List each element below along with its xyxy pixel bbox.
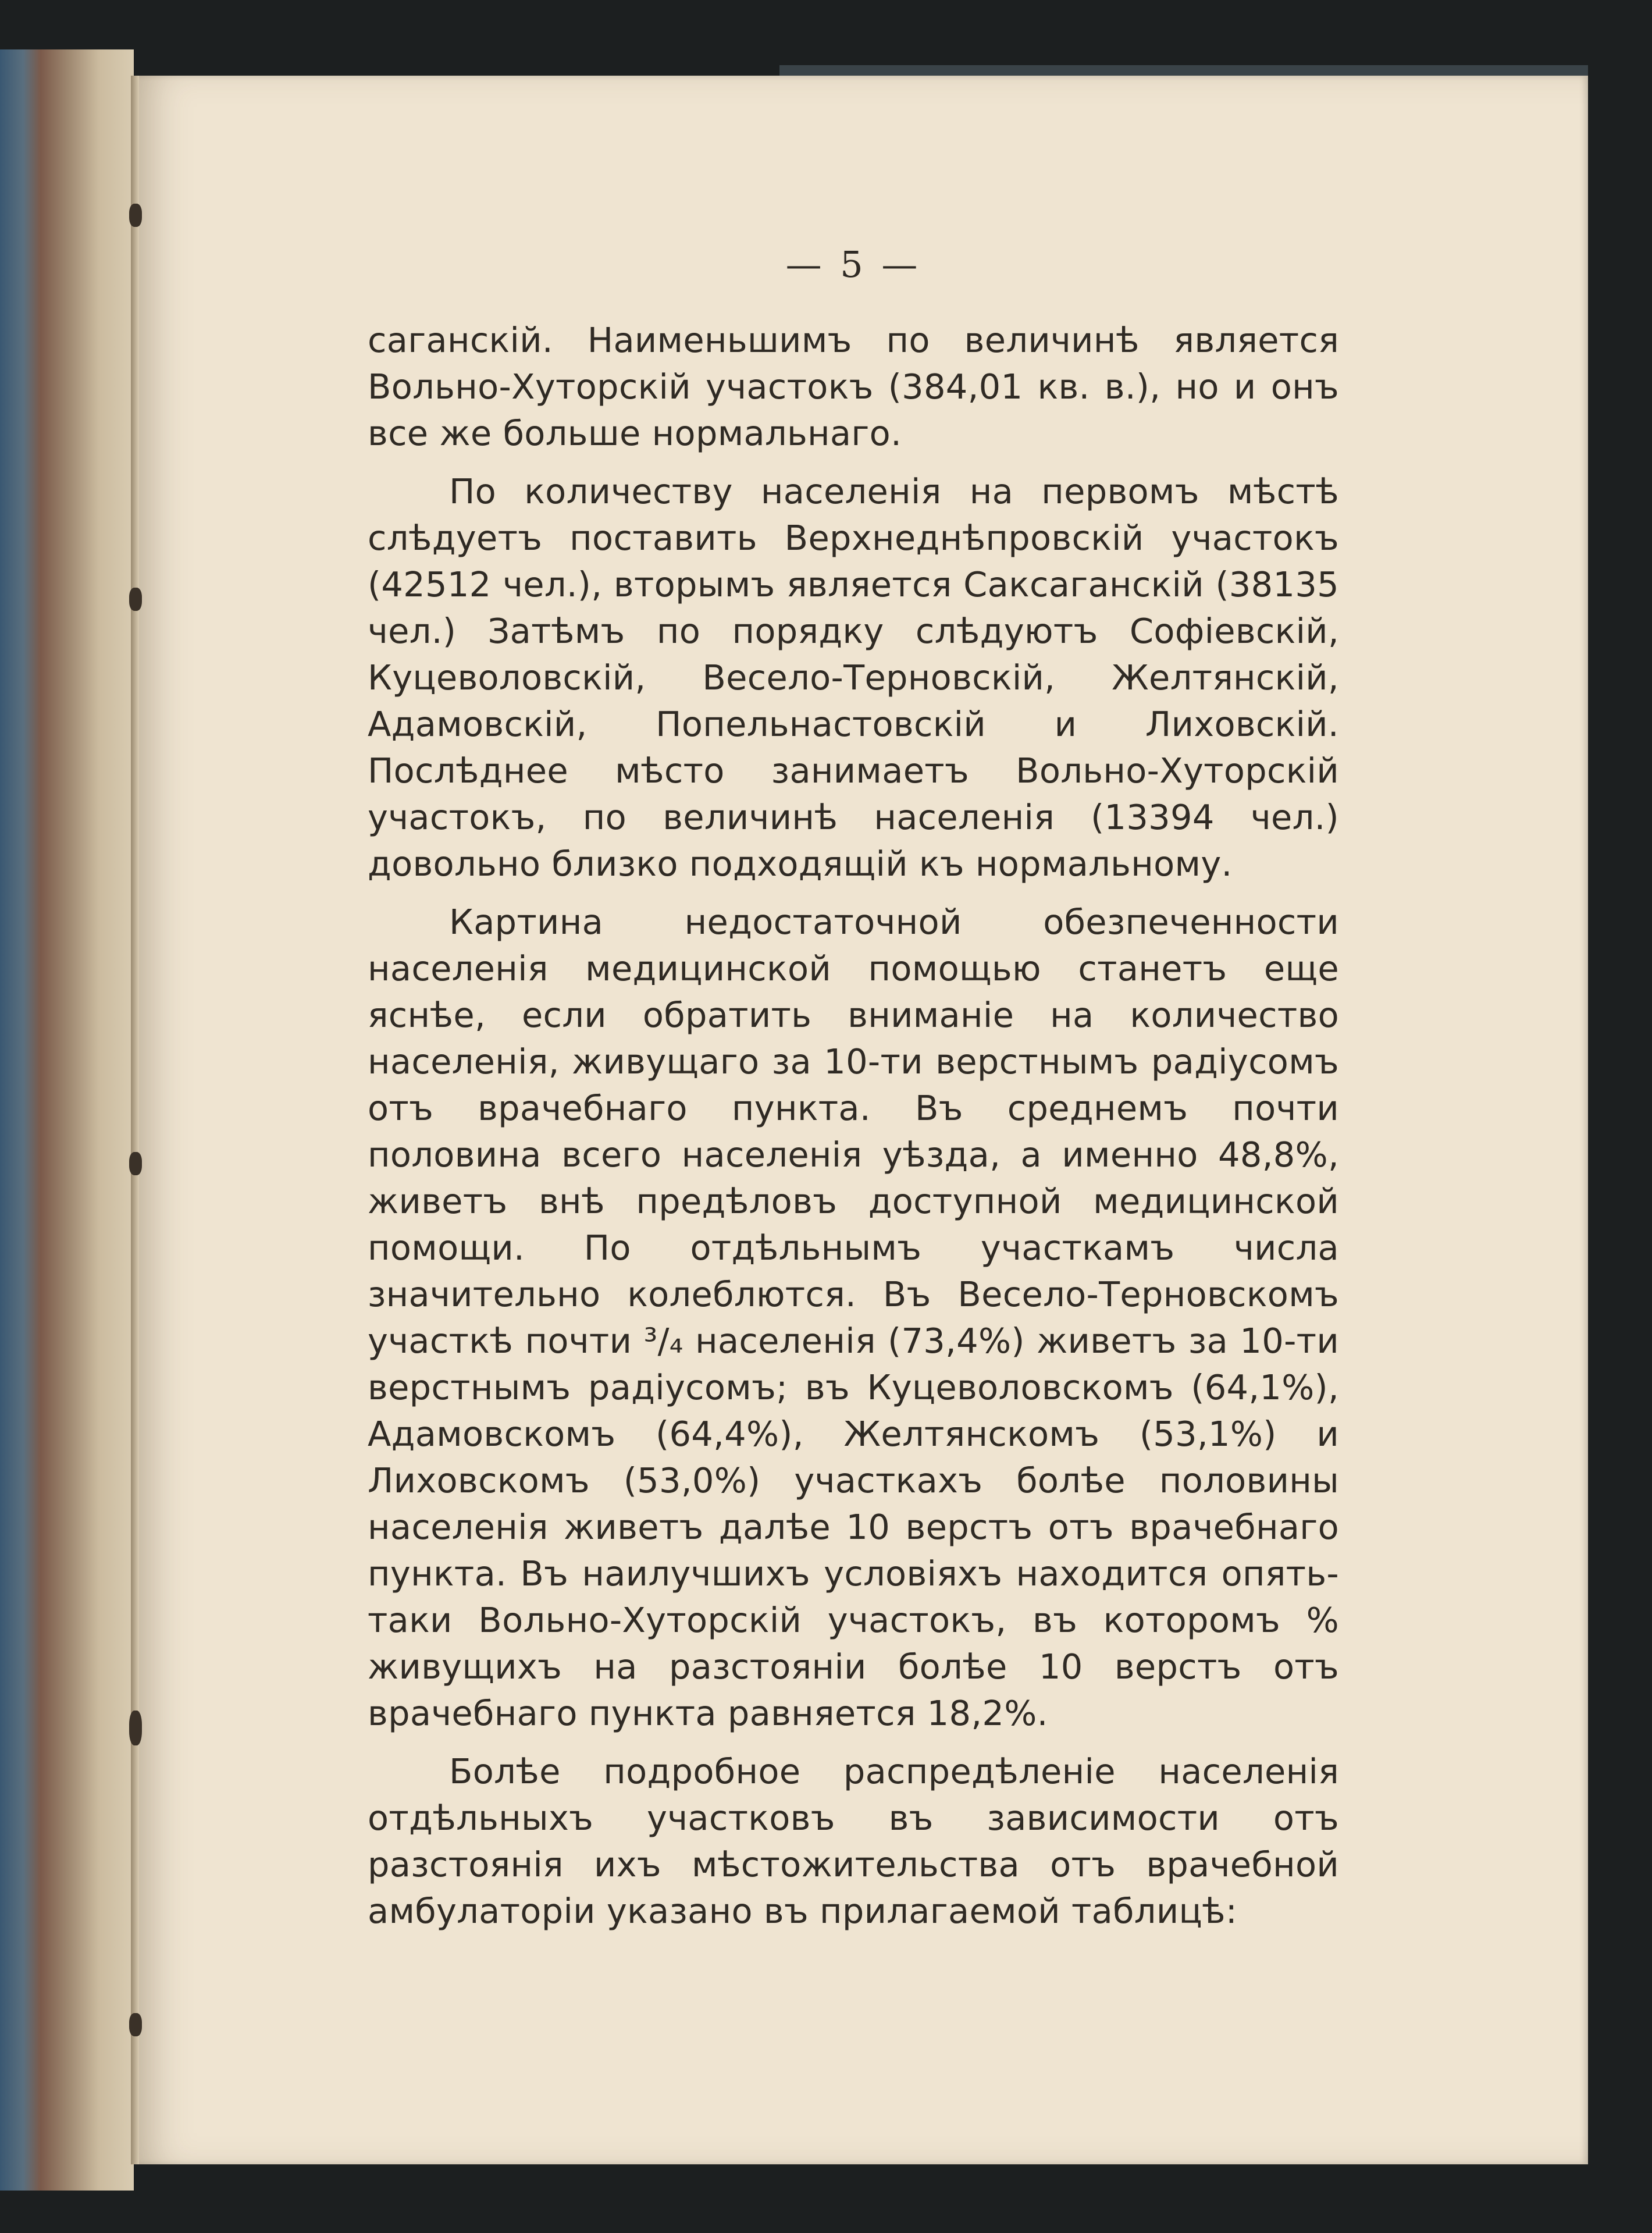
binding-thread bbox=[129, 1152, 142, 1175]
paragraph-4: Болѣе подробное распредѣленіе населенія отдѣльныхъ участковъ въ зависимости отъ разстоянія ихъ мѣстожительства отъ врачебной амбулаторіи указано въ прилагаемой таблицѣ: bbox=[368, 1751, 1339, 1931]
page-number: — 5 — bbox=[785, 243, 921, 286]
binding-thread bbox=[129, 1711, 142, 1745]
book-spine bbox=[131, 76, 139, 2164]
page-shadow-strip bbox=[779, 65, 1588, 77]
binding-thread bbox=[129, 204, 142, 227]
page-content bbox=[368, 230, 1339, 1946]
paragraph-2: По количеству населенія на первомъ мѣстѣ слѣдуетъ поставить Верхнеднѣпровскій участокъ (42512 чел.), вторымъ является Саксаганскій (38135 чел.) Затѣмъ по порядку слѣдуютъ Софіевскій, Куцеволовскій, Весело-Терновскій, Желтянскій, Адамовскій, Попельнастовскій и Лиховскій. Послѣднее мѣсто занимаетъ Вольно-Хуторскій участокъ, по величинѣ населенія (13394 чел.) довольно близко подходящій къ нормальному. bbox=[368, 471, 1339, 884]
binding-thread bbox=[129, 588, 142, 611]
paragraph-3: Картина недостаточной обезпеченности населенія медицинской помощью станетъ еще яснѣе, если обратить вниманіе на количество населенія, живущаго за 10-ти верстнымъ радіусомъ отъ врачебнаго пункта. Въ среднемъ почти половина всего населенія уѣзда, а именно 48,8%, живетъ внѣ предѣловъ доступной медицинской помощи. По отдѣльнымъ участкамъ числа значительно колеблются. Въ Весело-Терновскомъ участкѣ почти ³/₄ населенія (73,4%) живетъ за 10-ти верстнымъ радіусомъ; въ Куцеволовскомъ (64,1%), Адамовскомъ (64,4%), Желтянскомъ (53,1%) и Лиховскомъ (53,0%) участкахъ болѣе половины населенія живетъ далѣе 10 верстъ отъ врачебнаго пункта. Въ наилучшихъ условіяхъ находится опять-таки Вольно-Хуторскій участокъ, въ которомъ % живущихъ на разстояніи болѣе 10 верстъ отъ врачебнаго пункта равняется 18,2%. bbox=[368, 902, 1339, 1733]
paragraph-1: саганскій. Наименьшимъ по величинѣ является Вольно-Хуторскій участокъ (384,01 кв. в.), но и онъ все же больше нормальнаго. bbox=[368, 320, 1339, 453]
book-cover-edge bbox=[0, 49, 134, 2191]
binding-thread bbox=[129, 2013, 142, 2036]
